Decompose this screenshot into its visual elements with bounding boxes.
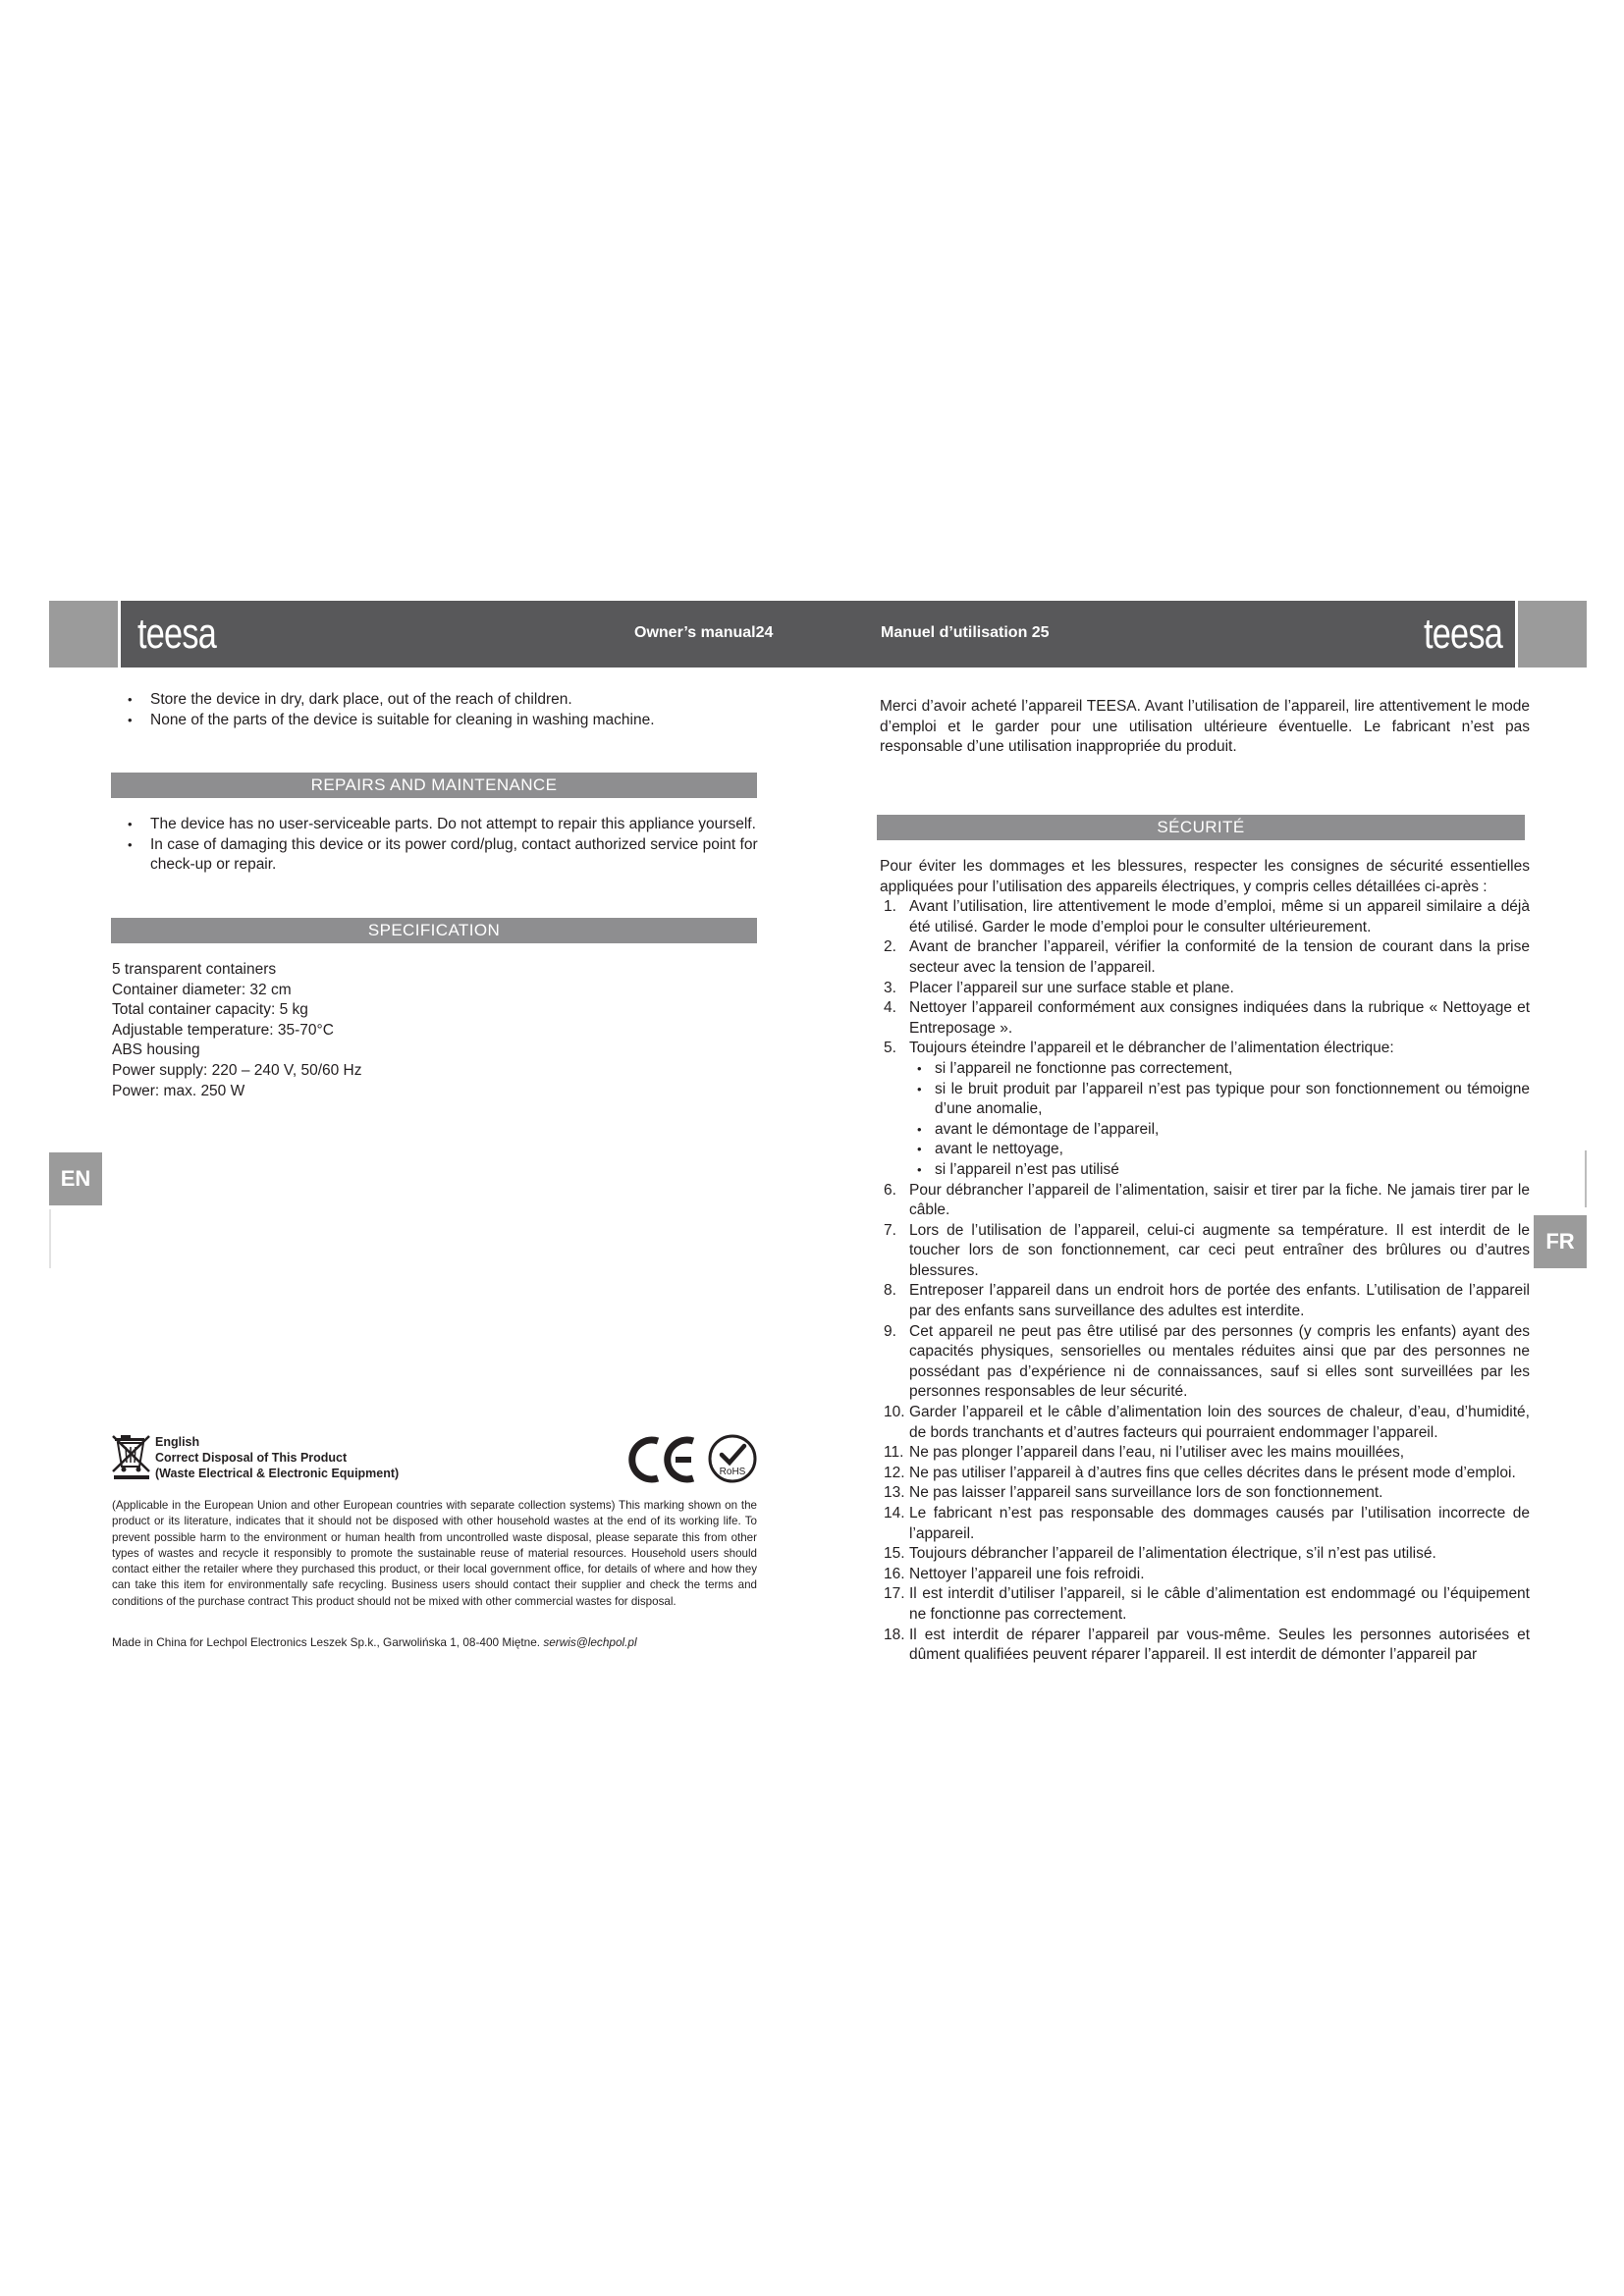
safety-item [880, 897, 1530, 937]
safety-item [880, 998, 1530, 1039]
list-item: • None of the parts of the device is suitable for cleaning in washing machine. [118, 711, 766, 731]
item-number: 11. [884, 1444, 904, 1462]
safety-sub-item: • si le bruit produit par l’appareil n’est pas typique pour son fonctionnement ou témoigne d’une anomalie, [880, 1080, 1530, 1120]
list-item: • The device has no user-serviceable parts. Do not attempt to repair this appliance yourself. [118, 815, 766, 835]
safety-item [880, 1565, 1530, 1585]
repairs-bullets [118, 815, 766, 876]
item-number: 6. [884, 1181, 896, 1199]
weee-title-3: (Waste Electrical & Electronic Equipment) [155, 1467, 400, 1480]
item-text: Ne pas utiliser l’appareil à d’autres fins que celles décrites dans le présent mode d’emploi. [909, 1464, 1516, 1481]
header-right-tab [1518, 601, 1587, 667]
brand-logo-left: teesa [137, 610, 217, 658]
spec-line: Total container capacity: 5 kg [112, 1001, 308, 1019]
spec-line: Adjustable temperature: 35-70°C [112, 1021, 334, 1039]
item-text: Avant l’utilisation, lire attentivement le mode d’emploi, même si un appareil similaire a déjà été utilisé. Garder le mode d’emploi pour le consulter ultérieurement. [909, 898, 1530, 935]
item-text: Entreposer l’appareil dans un endroit hors de portée des enfants. L’utilisation de l’appareil par des enfants sans surveillance des adultes est interdite. [909, 1282, 1530, 1320]
item-text: Il est interdit d’utiliser l’appareil, si le câble d’alimentation est endommagé ou l’équipement ne fonctionne pas correctement. [909, 1585, 1530, 1623]
safety-item [880, 1483, 1530, 1504]
safety-item [880, 1504, 1530, 1544]
service-email: serwis@lechpol.pl [543, 1635, 637, 1649]
spec-line: Power: max. 250 W [112, 1082, 245, 1099]
spec-line: Power supply: 220 – 240 V, 50/60 Hz [112, 1061, 362, 1079]
specification-list [112, 960, 603, 1101]
safety-item [880, 937, 1530, 978]
margin-line-right [1585, 1150, 1587, 1207]
storage-bullets [118, 690, 766, 730]
safety-item [880, 1039, 1530, 1059]
item-text: Il est interdit de réparer l’appareil par vous-même. Seules les personnes autorisées et dûment qualifiées peuvent réparer l’appareil. Il est interdit de démonter l’appareil par [909, 1626, 1530, 1664]
item-number: 2. [884, 938, 896, 956]
spec-line: 5 transparent containers [112, 961, 277, 978]
safety-item [880, 1181, 1530, 1221]
language-tab-en: EN [49, 1152, 102, 1205]
item-number: 13. [884, 1484, 905, 1502]
item-number: 7. [884, 1221, 896, 1239]
rohs-icon [707, 1433, 758, 1484]
page-title-fr: Manuel d’utilisation 25 [881, 624, 1050, 641]
item-number: 15. [884, 1545, 905, 1563]
item-number: 3. [884, 979, 896, 996]
safety-item [880, 1322, 1530, 1403]
fr-intro: Merci d’avoir acheté l’appareil TEESA. Avant l’utilisation de l’appareil, lire attentivement le mode d’emploi et le garder pour une utilisation ultérieure éventuelle. Le fabricant n’est pas responsable d’une utilisation inappropriée du produit. [880, 698, 1530, 756]
item-text: Nettoyer l’appareil une fois refroidi. [909, 1565, 1145, 1582]
ce-mark-icon [628, 1433, 699, 1486]
item-text: Pour débrancher l’appareil de l’alimentation, saisir et tirer par la fiche. Ne jamais tirer par le câble. [909, 1181, 1530, 1219]
safety-item [880, 1626, 1530, 1666]
item-text: Le fabricant n’est pas responsable des dommages causés par l’utilisation incorrecte de l’appareil. [909, 1505, 1530, 1542]
safety-item [880, 1544, 1530, 1565]
safety-item [880, 1281, 1530, 1321]
weee-bin-icon [110, 1433, 153, 1480]
item-text: Cet appareil ne peut pas être utilisé par des personnes (y compris les enfants) ayant des capacités physiques, sensorielles ou mentales réduites ainsi que par des personnes ne possédant pas d’expérience ni de connaissances, sauf si elles sont surveillées par les personnes responsables de leur sécurité. [909, 1322, 1530, 1401]
item-text: Placer l’appareil sur une surface stable et plane. [909, 979, 1234, 996]
item-number: 9. [884, 1322, 896, 1340]
header-band [121, 601, 1515, 667]
item-number: 12. [884, 1464, 905, 1481]
safety-sub-item: • si l’appareil n’est pas utilisé [880, 1160, 1530, 1181]
weee-body: (Applicable in the European Union and other European countries with separate collection systems) This marking shown on the product or its literature, indicates that it should not be disposed with other household wastes at the end of its working life. To prevent possible harm to the environment or human health from uncontrolled waste disposal, please separate this from other types of wastes and recycle it responsibly to promote the sustainable reuse of material resources. Household users should contact either the retailer where they purchased this product, or their local government office, for details of where and how they can take this item for environmentally safe recycling. Business users should contact their supplier and check the terms and conditions of the purchase contract This product should not be mixed with other commercial wastes for disposal. [112, 1499, 757, 1608]
item-number: 5. [884, 1040, 896, 1057]
item-text: Ne pas laisser l’appareil sans surveillance lors de son fonctionnement. [909, 1484, 1383, 1502]
header-left-tab [49, 601, 118, 667]
safety-intro: Pour éviter les dommages et les blessures, respecter les consignes de sécurité essentielles appliquées pour l’utilisation des appareils électriques, y compris celles détaillées ci-après : [880, 858, 1530, 895]
safety-item [880, 1584, 1530, 1625]
item-text: Avant de brancher l’appareil, vérifier la conformité de la tension de courant dans la prise secteur avec la tension de l’appareil. [909, 938, 1530, 976]
safety-item [880, 1403, 1530, 1443]
margin-line-left [49, 1209, 51, 1268]
item-number: 17. [884, 1585, 905, 1603]
list-item: • Store the device in dry, dark place, out of the reach of children. [118, 690, 766, 711]
item-text: Ne pas plonger l’appareil dans l’eau, ni l’utiliser avec les mains mouillées, [909, 1444, 1405, 1462]
weee-title-1: English [155, 1435, 200, 1449]
weee-title-2: Correct Disposal of This Product [155, 1451, 348, 1465]
made-in-line [112, 1634, 637, 1650]
item-text: Garder l’appareil et le câble d’alimentation loin des sources de chaleur, d’eau, d’humidité, de bords tranchants et d’autres facteurs qui pourraient endommager l’appareil. [909, 1404, 1530, 1441]
rohs-label: RoHS [719, 1467, 746, 1477]
safety-item [880, 1221, 1530, 1282]
item-text: Toujours débrancher l’appareil de l’alimentation électrique, s’il n’est pas utilisé. [909, 1545, 1436, 1563]
item-number: 1. [884, 898, 896, 916]
safety-sub-item: • avant le démontage de l’appareil, [880, 1120, 1530, 1141]
item-number: 18. [884, 1626, 905, 1643]
safety-list [880, 857, 1530, 1666]
item-number: 14. [884, 1505, 905, 1522]
spec-line: Container diameter: 32 cm [112, 981, 292, 998]
item-number: 8. [884, 1282, 896, 1300]
item-number: 10. [884, 1404, 905, 1421]
item-text: Nettoyer l’appareil conformément aux consignes indiquées dans la rubrique « Nettoyage et Entreposage ». [909, 999, 1530, 1037]
safety-heading: SÉCURITÉ [877, 815, 1525, 840]
safety-sub-item: • si l’appareil ne fonctionne pas correctement, [880, 1059, 1530, 1080]
brand-logo-right: teesa [1424, 610, 1503, 658]
repairs-heading: REPAIRS AND MAINTENANCE [111, 773, 757, 798]
item-number: 4. [884, 999, 896, 1017]
page-title-en: Owner’s manual24 [634, 624, 774, 641]
made-in-text: Made in China for Lechpol Electronics Leszek Sp.k., Garwolińska 1, 08-400 Miętne. [112, 1635, 541, 1649]
specification-heading: SPECIFICATION [111, 918, 757, 943]
item-number: 16. [884, 1565, 905, 1582]
spec-line: ABS housing [112, 1041, 200, 1059]
safety-sub-item: • avant le nettoyage, [880, 1140, 1530, 1160]
safety-item [880, 1464, 1530, 1484]
item-text: Lors de l’utilisation de l’appareil, celui-ci augmente sa température. Il est interdit de le toucher lors de son fonctionnement, car ceci peut entraîner des brûlures ou d’autres blessures. [909, 1221, 1530, 1279]
language-tab-fr: FR [1534, 1215, 1587, 1268]
list-item: • In case of damaging this device or its power cord/plug, contact authorized service point for check-up or repair. [118, 835, 766, 876]
safety-item [880, 1443, 1530, 1464]
item-text: Toujours éteindre l’appareil et le débrancher de l’alimentation électrique: [909, 1040, 1394, 1057]
safety-item [880, 979, 1530, 999]
